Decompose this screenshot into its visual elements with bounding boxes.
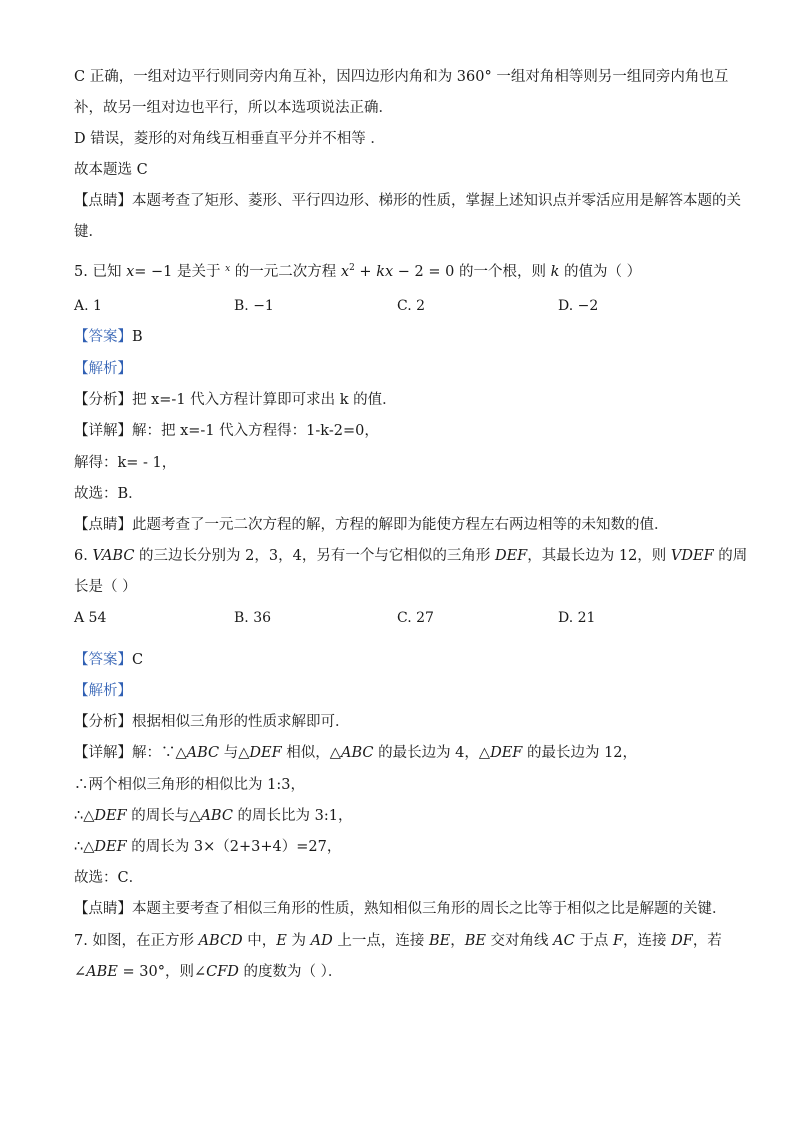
option-a: A. 1 xyxy=(74,298,102,314)
text-line: 补，故另一组对边也平行，所以本选项说法正确． xyxy=(74,100,393,116)
text: ，其最长边为 12，则 xyxy=(527,548,671,564)
section-tag: 【详解】 xyxy=(74,423,132,439)
math-var: VDEF xyxy=(670,548,714,564)
section-tag: 【点睛】 xyxy=(74,193,132,209)
option-d: D. 21 xyxy=(558,610,596,626)
math-var: ABCD xyxy=(198,933,243,949)
analysis-tag: 【解析】 xyxy=(74,361,132,377)
text: 的一个根，则 xyxy=(454,263,551,280)
text: 交对角线 xyxy=(485,933,554,949)
text-line: 长是（ ） xyxy=(74,579,137,595)
math-var: F xyxy=(612,933,624,949)
text: 相似，△ xyxy=(281,745,341,761)
question-7-stem xyxy=(74,932,722,950)
section-tag: 【详解】 xyxy=(74,745,132,761)
text: 与△ xyxy=(219,745,250,761)
text-line xyxy=(74,963,342,981)
text: 5. 已知 xyxy=(74,263,127,280)
text: 是关于 xyxy=(172,263,226,280)
math-var: AC xyxy=(553,933,575,949)
text: 的最长边为 12， xyxy=(522,745,638,761)
answer-line xyxy=(74,328,143,346)
text: 此题考查了一元二次方程的解，方程的解即为能使方程左右两边相等的未知数的值． xyxy=(132,517,669,533)
question-5-stem xyxy=(74,259,641,281)
text-line xyxy=(74,744,637,762)
text: 为 xyxy=(286,933,311,949)
text-line xyxy=(74,900,727,918)
text-line: ∴两个相似三角形的相似比为 1:3， xyxy=(74,777,305,793)
math-var: DF xyxy=(671,933,693,949)
option-c: C. 2 xyxy=(397,298,426,314)
math-var: x xyxy=(126,263,135,280)
answer-tag: 【答案】 xyxy=(74,329,132,345)
text: ，若 xyxy=(692,933,722,949)
text: 的值为（ ） xyxy=(559,263,642,280)
text: ∠ xyxy=(74,964,87,980)
option-d: D. −2 xyxy=(558,298,599,314)
math: = 30° xyxy=(117,964,165,980)
math-var: DEF xyxy=(490,745,523,761)
text-line: 故选：C． xyxy=(74,870,144,886)
section-tag: 【点睛】 xyxy=(74,901,132,917)
text: 的一元二次方程 xyxy=(230,263,341,280)
text: 于点 xyxy=(574,933,613,949)
text: 根据相似三角形的性质求解即可． xyxy=(132,714,350,730)
text-line xyxy=(74,713,350,731)
text: ，连接 xyxy=(623,933,672,949)
option-b: B. 36 xyxy=(234,610,272,626)
option-b: B. −1 xyxy=(234,298,274,314)
text: 解：∵△ xyxy=(132,745,187,761)
math-var: ABC xyxy=(200,808,233,824)
text: 本题主要考查了相似三角形的性质，熟知相似三角形的周长之比等于相似之比是解题的关键． xyxy=(132,901,727,917)
math-var: x xyxy=(225,263,231,274)
text-line: C 正确，一组对边平行则同旁内角互补，因四边形内角和为 360° 一组对角相等则另一组同旁内角也互 xyxy=(74,69,729,85)
text-line: 解得：k= - 1， xyxy=(74,455,177,471)
text: 6. xyxy=(74,548,93,564)
text: 的三边长分别为 2，3，4，另有一个与它相似的三角形 xyxy=(134,548,495,564)
math-var: VABC xyxy=(92,548,135,564)
math-var: DEF xyxy=(94,839,127,855)
text-line: 键． xyxy=(74,224,103,240)
option-c: C. 27 xyxy=(397,610,434,626)
text: ， xyxy=(450,933,465,949)
math-var: BE xyxy=(428,933,451,949)
text-line xyxy=(74,192,741,210)
text: 本题考查了矩形、菱形、平行四边形、梯形的性质，掌握上述知识点并零活应用是解答本题的关 xyxy=(132,193,741,209)
answer-tag: 【答案】 xyxy=(74,652,132,668)
math-var: ABC xyxy=(340,745,374,761)
math-var: ABE xyxy=(86,964,118,980)
text-line xyxy=(74,391,397,409)
text: ∴△ xyxy=(74,839,95,855)
answer-line xyxy=(74,651,143,669)
section-tag: 【分析】 xyxy=(74,714,132,730)
text: 的周长为 3×（2+3+4）=27， xyxy=(126,839,342,855)
math-var: k xyxy=(550,263,560,280)
text-line xyxy=(74,838,341,856)
text-line xyxy=(74,422,379,440)
math-var: kx xyxy=(376,263,394,280)
text-line: 故选：B． xyxy=(74,486,143,502)
text: 中， xyxy=(242,933,277,949)
section-tag: 【分析】 xyxy=(74,392,132,408)
text: 的周长与△ xyxy=(126,808,201,824)
math-sup: 2 xyxy=(349,263,355,273)
section-tag: 【点睛】 xyxy=(74,517,132,533)
math-var: E xyxy=(276,933,287,949)
math: = −1 xyxy=(134,263,173,280)
math: − 2 = 0 xyxy=(393,263,455,280)
answer-value: C xyxy=(132,652,144,668)
text: ∴△ xyxy=(74,808,95,824)
text-line xyxy=(74,807,353,825)
text: 的周 xyxy=(713,548,748,564)
text-line xyxy=(74,516,669,534)
text: ，则∠ xyxy=(164,964,207,980)
math: + xyxy=(354,263,377,280)
math-var: BE xyxy=(464,933,486,949)
text: 的周长比为 3:1， xyxy=(232,808,353,824)
math-var: x xyxy=(340,263,350,280)
answer-value: B xyxy=(132,329,143,345)
text: 7. 如图，在正方形 xyxy=(74,933,199,949)
math-var: AD xyxy=(310,933,333,949)
text: 上一点，连接 xyxy=(332,933,429,949)
math-var: DEF xyxy=(494,548,528,564)
math-var: DEF xyxy=(94,808,127,824)
text-line: 故本题选 C xyxy=(74,162,148,178)
math-var: CFD xyxy=(206,964,239,980)
text: 的最长边为 4，△ xyxy=(373,745,491,761)
analysis-tag: 【解析】 xyxy=(74,683,132,699)
math-var: DEF xyxy=(249,745,282,761)
question-6-stem xyxy=(74,547,747,565)
text: 的度数为（ ）． xyxy=(238,964,343,980)
text-line: D 错误，菱形的对角线互相垂直平分并不相等 ． xyxy=(74,131,385,147)
math-var: ABC xyxy=(186,745,220,761)
text: 把 x=-1 代入方程计算即可求出 k 的值． xyxy=(132,392,397,408)
text: 解：把 x=-1 代入方程得：1-k-2=0， xyxy=(132,423,379,439)
option-a: A 54 xyxy=(74,610,107,626)
